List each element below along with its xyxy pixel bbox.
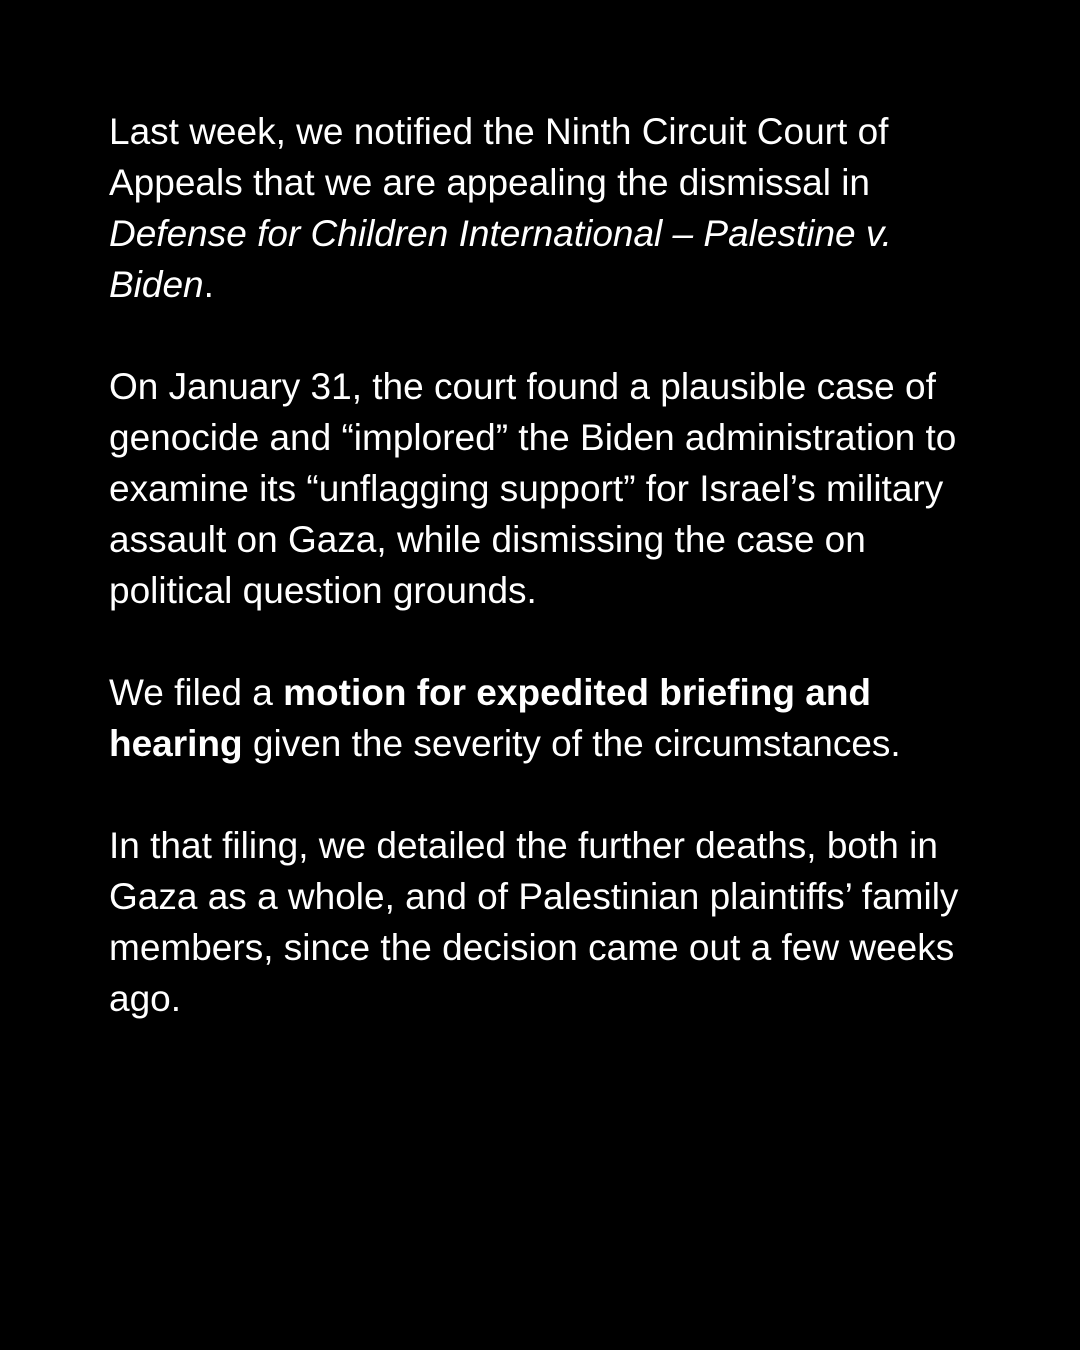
- paragraph-text: Last week, we notified the Ninth Circuit Court of Appeals that we are appealing the dismissal in: [109, 111, 897, 203]
- paragraph-court-finding: [109, 361, 989, 616]
- paragraph-text: .: [203, 264, 214, 305]
- paragraph-text: given the severity of the circumstances.: [242, 723, 901, 764]
- paragraph-text: We filed a: [109, 672, 284, 713]
- paragraph-text: In that filing, we detailed the further deaths, both in Gaza as a whole, and of Palestinian plaintiffs’ family members, since the decision came out a few weeks ago.: [109, 825, 969, 1019]
- post-text-body: [109, 106, 989, 1024]
- paragraph-filing-details: [109, 820, 989, 1024]
- paragraph-motion: [109, 667, 989, 769]
- paragraph-appeal-notice: [109, 106, 989, 310]
- paragraph-text: On January 31, the court found a plausible case of genocide and “implored” the Biden administration to examine its “unflagging support” for Israel’s military assault on Gaza, while dismissing the case on political question grounds.: [109, 366, 967, 611]
- case-name-italic: Defense for Children International – Palestine v. Biden: [109, 213, 903, 305]
- motion-title-bold: motion for expedited briefing and hearing: [109, 672, 882, 764]
